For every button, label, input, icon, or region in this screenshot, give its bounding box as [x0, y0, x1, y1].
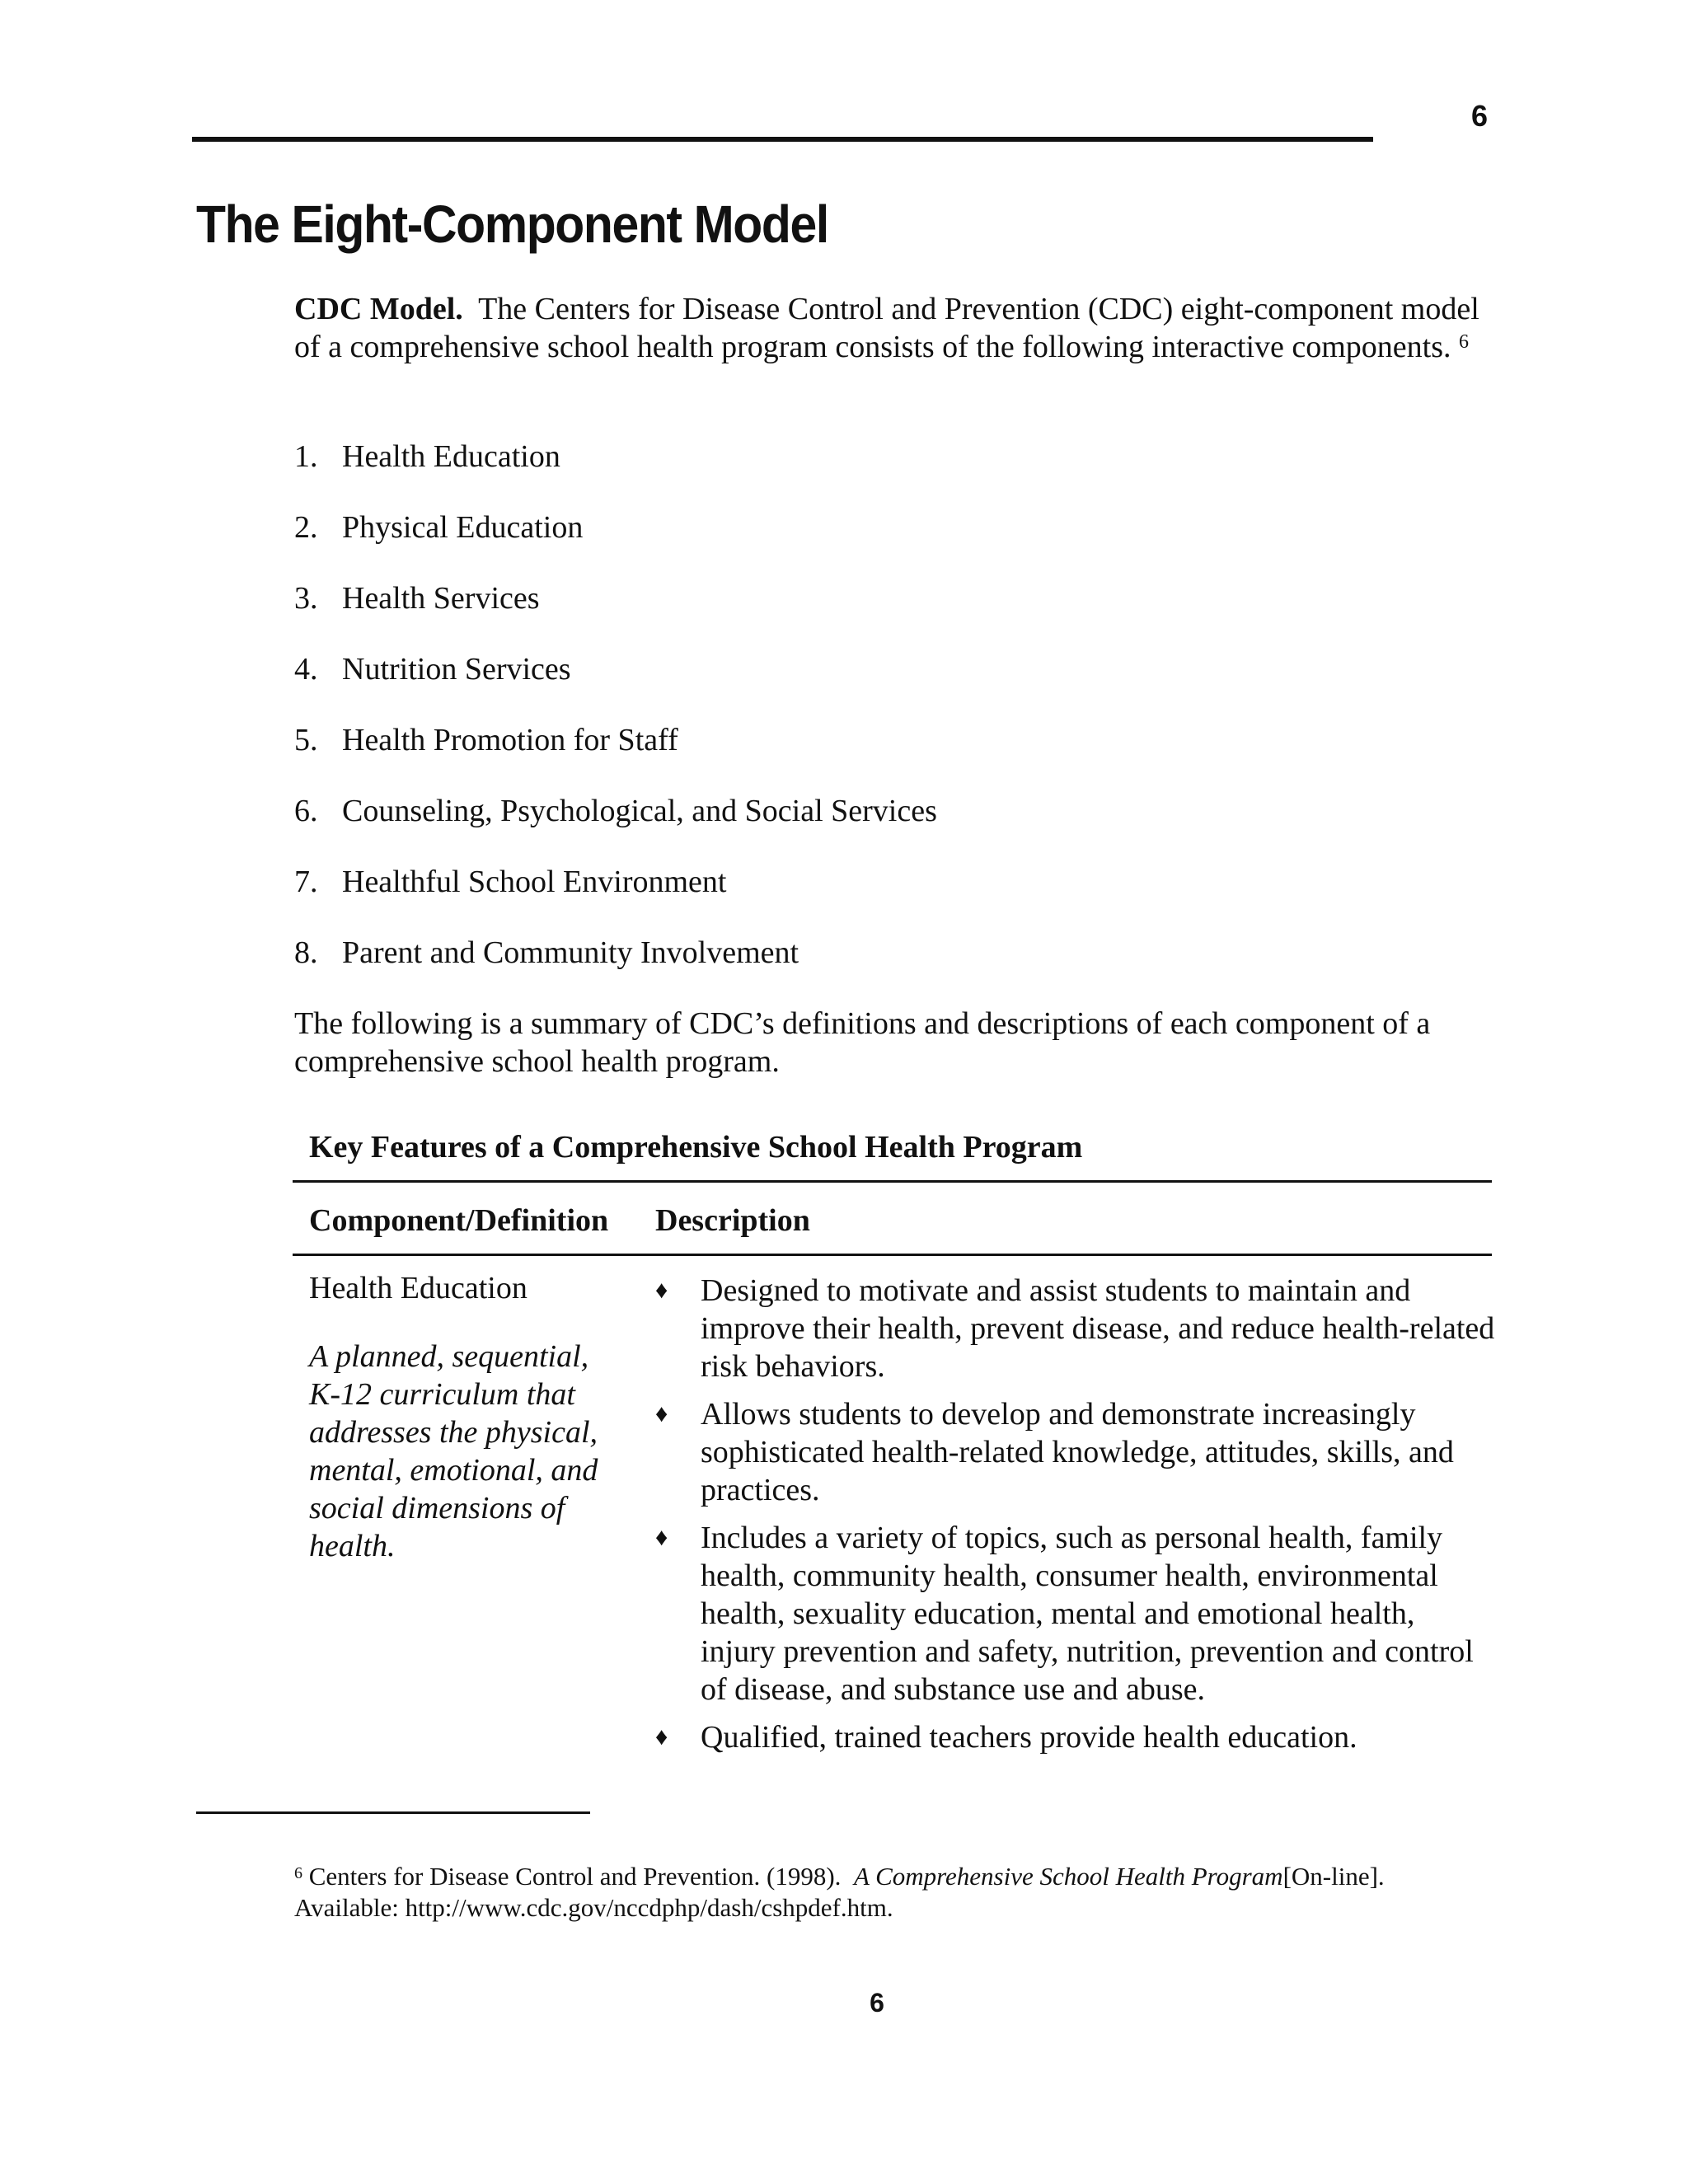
footnote-url-line: Available: http://www.cdc.gov/nccdphp/dash/cshpdef.htm. — [294, 1893, 893, 1922]
description-item — [655, 1395, 1496, 1509]
footnote — [294, 1861, 1498, 1924]
list-item-number: 4. — [294, 652, 318, 687]
description-text: Qualified, trained teachers provide health education. — [701, 1720, 1357, 1755]
intro-lead: CDC Model. — [294, 292, 463, 326]
header-rule — [192, 137, 1373, 142]
diamond-bullet-icon: ♦ — [655, 1277, 668, 1304]
description-text: Allows students to develop and demonstrate increasingly sophisticated health-related knowledge, attitudes, skills, and practices. — [701, 1397, 1454, 1507]
footnote-rule — [196, 1811, 590, 1814]
list-item-label: Health Education — [342, 439, 560, 474]
list-item — [294, 650, 937, 721]
list-item-number: 8. — [294, 935, 318, 970]
list-item-label: Parent and Community Involvement — [342, 935, 799, 970]
list-item-number: 5. — [294, 723, 318, 757]
table-title: Key Features of a Comprehensive School Health Program — [309, 1130, 1083, 1165]
table-description-list — [655, 1272, 1496, 1766]
list-item — [294, 509, 937, 579]
table-header-description: Description — [655, 1203, 810, 1238]
description-text: Designed to motivate and assist students to maintain and improve their health, prevent disease, and reduce health-related risk behaviors. — [701, 1273, 1495, 1384]
list-item — [294, 721, 937, 792]
table-top-rule — [293, 1180, 1492, 1183]
list-item-label: Health Services — [342, 581, 540, 616]
list-item — [294, 792, 937, 863]
list-item — [294, 863, 937, 934]
list-item-label: Nutrition Services — [342, 652, 571, 687]
intro-paragraph — [294, 290, 1481, 366]
list-item-number: 7. — [294, 865, 318, 899]
diamond-bullet-icon: ♦ — [655, 1400, 668, 1427]
intro-text: The Centers for Disease Control and Prevention (CDC) eight-component model of a comprehensive school health program consists of the following interactive components. — [294, 292, 1479, 364]
list-item-number: 3. — [294, 581, 318, 616]
description-item — [655, 1272, 1496, 1385]
table-component-definition: A planned, sequential, K-12 curriculum that addresses the physical, mental, emotional, and social dimensions of health. — [309, 1339, 598, 1563]
list-item-number: 6. — [294, 794, 318, 828]
description-text: Includes a variety of topics, such as personal health, family health, community health, consumer health, environmental health, sexuality education, mental and emotional health, injury prevention and safety, nutrition, prevention and control of disease, and substance use and abuse. — [701, 1521, 1474, 1707]
footnote-marker: 6 — [294, 1864, 302, 1882]
list-item — [294, 438, 937, 509]
list-item-label: Counseling, Psychological, and Social Services — [342, 794, 937, 828]
table-component-name: Health Education — [309, 1271, 528, 1305]
summary-paragraph: The following is a summary of CDC’s definitions and descriptions of each component of a comprehensive school health program. — [294, 1006, 1431, 1079]
description-item — [655, 1519, 1496, 1708]
list-item — [294, 934, 937, 1005]
table-header-rule — [293, 1254, 1492, 1256]
intro-footnote-ref: 6 — [1459, 331, 1470, 353]
list-item — [294, 579, 937, 650]
page-title: The Eight-Component Model — [196, 194, 828, 254]
footnote-prefix: Centers for Disease Control and Prevention. (1998). — [308, 1862, 842, 1891]
footnote-suffix: [On-line]. — [1282, 1862, 1385, 1891]
list-item-number: 2. — [294, 510, 318, 545]
list-item-label: Health Promotion for Staff — [342, 723, 678, 757]
diamond-bullet-icon: ♦ — [655, 1524, 668, 1551]
description-item — [655, 1718, 1496, 1756]
list-item-number: 1. — [294, 439, 318, 474]
component-list — [294, 438, 937, 1005]
list-item-label: Physical Education — [342, 510, 584, 545]
table-header-component: Component/Definition — [309, 1203, 609, 1238]
footnote-title: A Comprehensive School Health Program — [853, 1862, 1283, 1891]
footer-page-number: 6 — [870, 1988, 884, 2018]
diamond-bullet-icon: ♦ — [655, 1723, 668, 1750]
list-item-label: Healthful School Environment — [342, 865, 727, 899]
header-page-number: 6 — [1470, 99, 1488, 133]
